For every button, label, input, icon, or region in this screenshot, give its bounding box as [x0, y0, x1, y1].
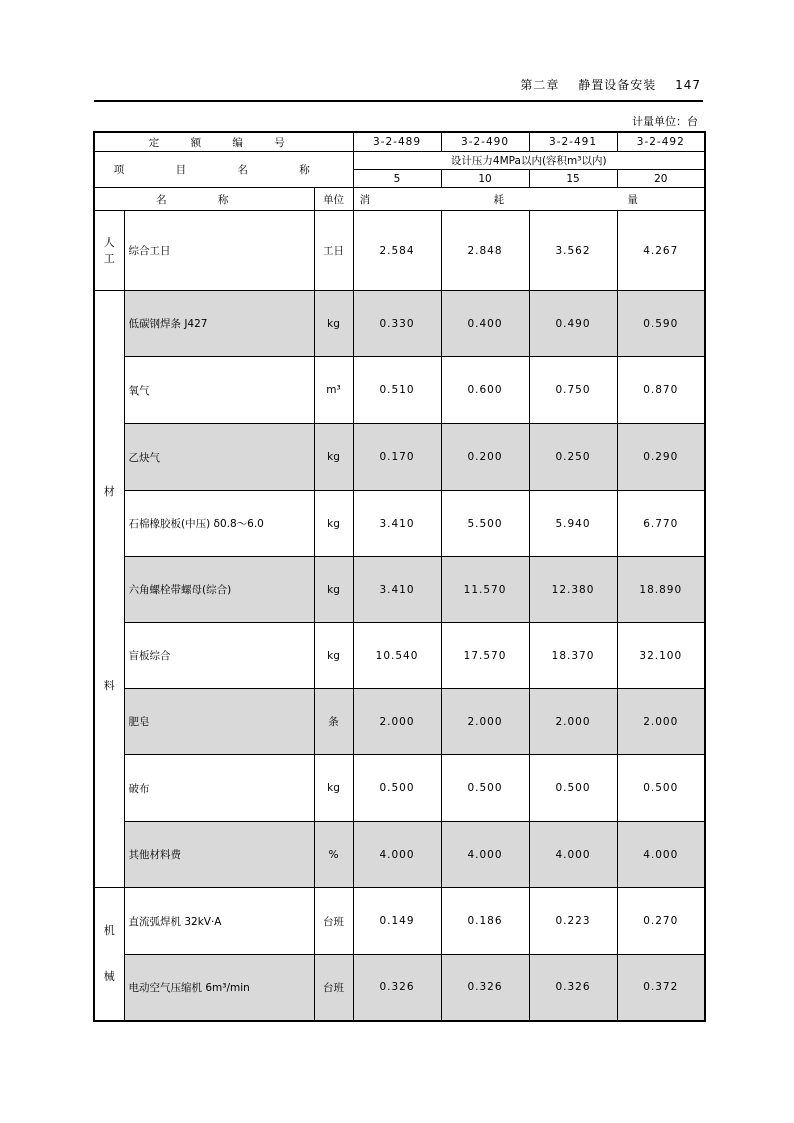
row-name: 氧气	[124, 357, 314, 424]
row-value: 5.940	[529, 491, 617, 557]
row-name: 石棉橡胶板(中压) δ0.8～6.0	[124, 491, 314, 557]
header-rule	[94, 100, 703, 102]
spec-title-row	[94, 152, 705, 170]
row-value: 0.223	[529, 888, 617, 955]
row-value: 4.000	[353, 822, 441, 888]
col-name-header: 名 称	[94, 188, 314, 211]
row-value: 3.410	[353, 491, 441, 557]
row-value: 0.490	[529, 291, 617, 357]
chapter-label: 第二章	[520, 78, 560, 92]
row-value: 0.330	[353, 291, 441, 357]
row-value: 2.000	[617, 689, 705, 755]
row-value: 4.000	[529, 822, 617, 888]
running-head	[506, 76, 701, 93]
row-value: 0.326	[441, 955, 529, 1021]
column-header-row	[94, 188, 705, 211]
row-unit: kg	[314, 557, 353, 623]
table-row	[94, 291, 705, 357]
row-value: 5.500	[441, 491, 529, 557]
row-value: 0.170	[353, 424, 441, 491]
row-unit: kg	[314, 755, 353, 822]
row-name: 乙炔气	[124, 424, 314, 491]
row-unit: 台班	[314, 955, 353, 1021]
table-row	[94, 689, 705, 755]
row-value: 2.584	[353, 211, 441, 291]
row-name: 其他材料费	[124, 822, 314, 888]
row-value: 0.600	[441, 357, 529, 424]
row-value: 0.500	[353, 755, 441, 822]
group-material: 材 料	[94, 291, 124, 888]
row-unit: kg	[314, 623, 353, 689]
spec-title: 设计压力4MPa以内(容积m³以内)	[353, 152, 705, 170]
row-value: 0.510	[353, 357, 441, 424]
row-value: 17.570	[441, 623, 529, 689]
row-value: 2.000	[441, 689, 529, 755]
row-value: 0.500	[617, 755, 705, 822]
row-unit: kg	[314, 491, 353, 557]
row-name: 肥皂	[124, 689, 314, 755]
table-row	[94, 424, 705, 491]
row-name: 低碳钢焊条 J427	[124, 291, 314, 357]
row-value: 0.186	[441, 888, 529, 955]
group-labor: 人 工	[94, 211, 124, 291]
quota-code: 3-2-489	[353, 132, 441, 152]
table-row	[94, 955, 705, 1021]
spec-value: 15	[529, 170, 617, 188]
table-row	[94, 491, 705, 557]
row-name: 综合工日	[124, 211, 314, 291]
page-number: 147	[675, 78, 701, 92]
row-value: 0.290	[617, 424, 705, 491]
quota-code: 3-2-490	[441, 132, 529, 152]
row-value: 0.250	[529, 424, 617, 491]
row-unit: kg	[314, 291, 353, 357]
row-value: 32.100	[617, 623, 705, 689]
row-value: 0.326	[529, 955, 617, 1021]
table-row	[94, 822, 705, 888]
quota-code-row	[94, 132, 705, 152]
row-name: 电动空气压缩机 6m³/min	[124, 955, 314, 1021]
col-unit-header: 单位	[314, 188, 353, 211]
row-value: 18.890	[617, 557, 705, 623]
row-unit: 条	[314, 689, 353, 755]
row-value: 0.590	[617, 291, 705, 357]
row-value: 0.500	[441, 755, 529, 822]
row-unit: 台班	[314, 888, 353, 955]
quota-table	[93, 131, 706, 1022]
row-value: 18.370	[529, 623, 617, 689]
row-value: 2.000	[529, 689, 617, 755]
row-value: 12.380	[529, 557, 617, 623]
row-value: 0.870	[617, 357, 705, 424]
row-value: 3.410	[353, 557, 441, 623]
row-value: 0.400	[441, 291, 529, 357]
row-value: 0.270	[617, 888, 705, 955]
table-row	[94, 888, 705, 955]
spec-value: 10	[441, 170, 529, 188]
group-machine: 机 械	[94, 888, 124, 1021]
col-consumption-header: 消 耗 量	[353, 188, 705, 211]
page-header	[94, 76, 703, 102]
row-value: 3.562	[529, 211, 617, 291]
table-row	[94, 357, 705, 424]
row-value: 6.770	[617, 491, 705, 557]
row-unit: %	[314, 822, 353, 888]
row-value: 0.200	[441, 424, 529, 491]
row-value: 0.372	[617, 955, 705, 1021]
row-value: 0.326	[353, 955, 441, 1021]
row-value: 2.848	[441, 211, 529, 291]
row-value: 0.500	[529, 755, 617, 822]
row-name: 直流弧焊机 32kV·A	[124, 888, 314, 955]
row-unit: kg	[314, 424, 353, 491]
quota-code: 3-2-491	[529, 132, 617, 152]
table-row	[94, 211, 705, 291]
quota-label: 定 额 编 号	[94, 132, 353, 152]
row-name: 六角螺栓带螺母(综合)	[124, 557, 314, 623]
row-value: 10.540	[353, 623, 441, 689]
table-row	[94, 623, 705, 689]
row-value: 2.000	[353, 689, 441, 755]
row-name: 盲板综合	[124, 623, 314, 689]
row-value: 11.570	[441, 557, 529, 623]
section-title: 静置设备安装	[578, 78, 657, 92]
quota-code: 3-2-492	[617, 132, 705, 152]
spec-value: 20	[617, 170, 705, 188]
row-unit: m³	[314, 357, 353, 424]
row-value: 4.267	[617, 211, 705, 291]
item-label: 项 目 名 称	[94, 152, 353, 188]
row-value: 4.000	[441, 822, 529, 888]
table-row	[94, 557, 705, 623]
spec-value: 5	[353, 170, 441, 188]
row-value: 0.149	[353, 888, 441, 955]
row-value: 4.000	[617, 822, 705, 888]
unit-note: 计量单位：台	[632, 115, 698, 128]
row-unit: 工日	[314, 211, 353, 291]
row-value: 0.750	[529, 357, 617, 424]
table-row	[94, 755, 705, 822]
row-name: 破布	[124, 755, 314, 822]
